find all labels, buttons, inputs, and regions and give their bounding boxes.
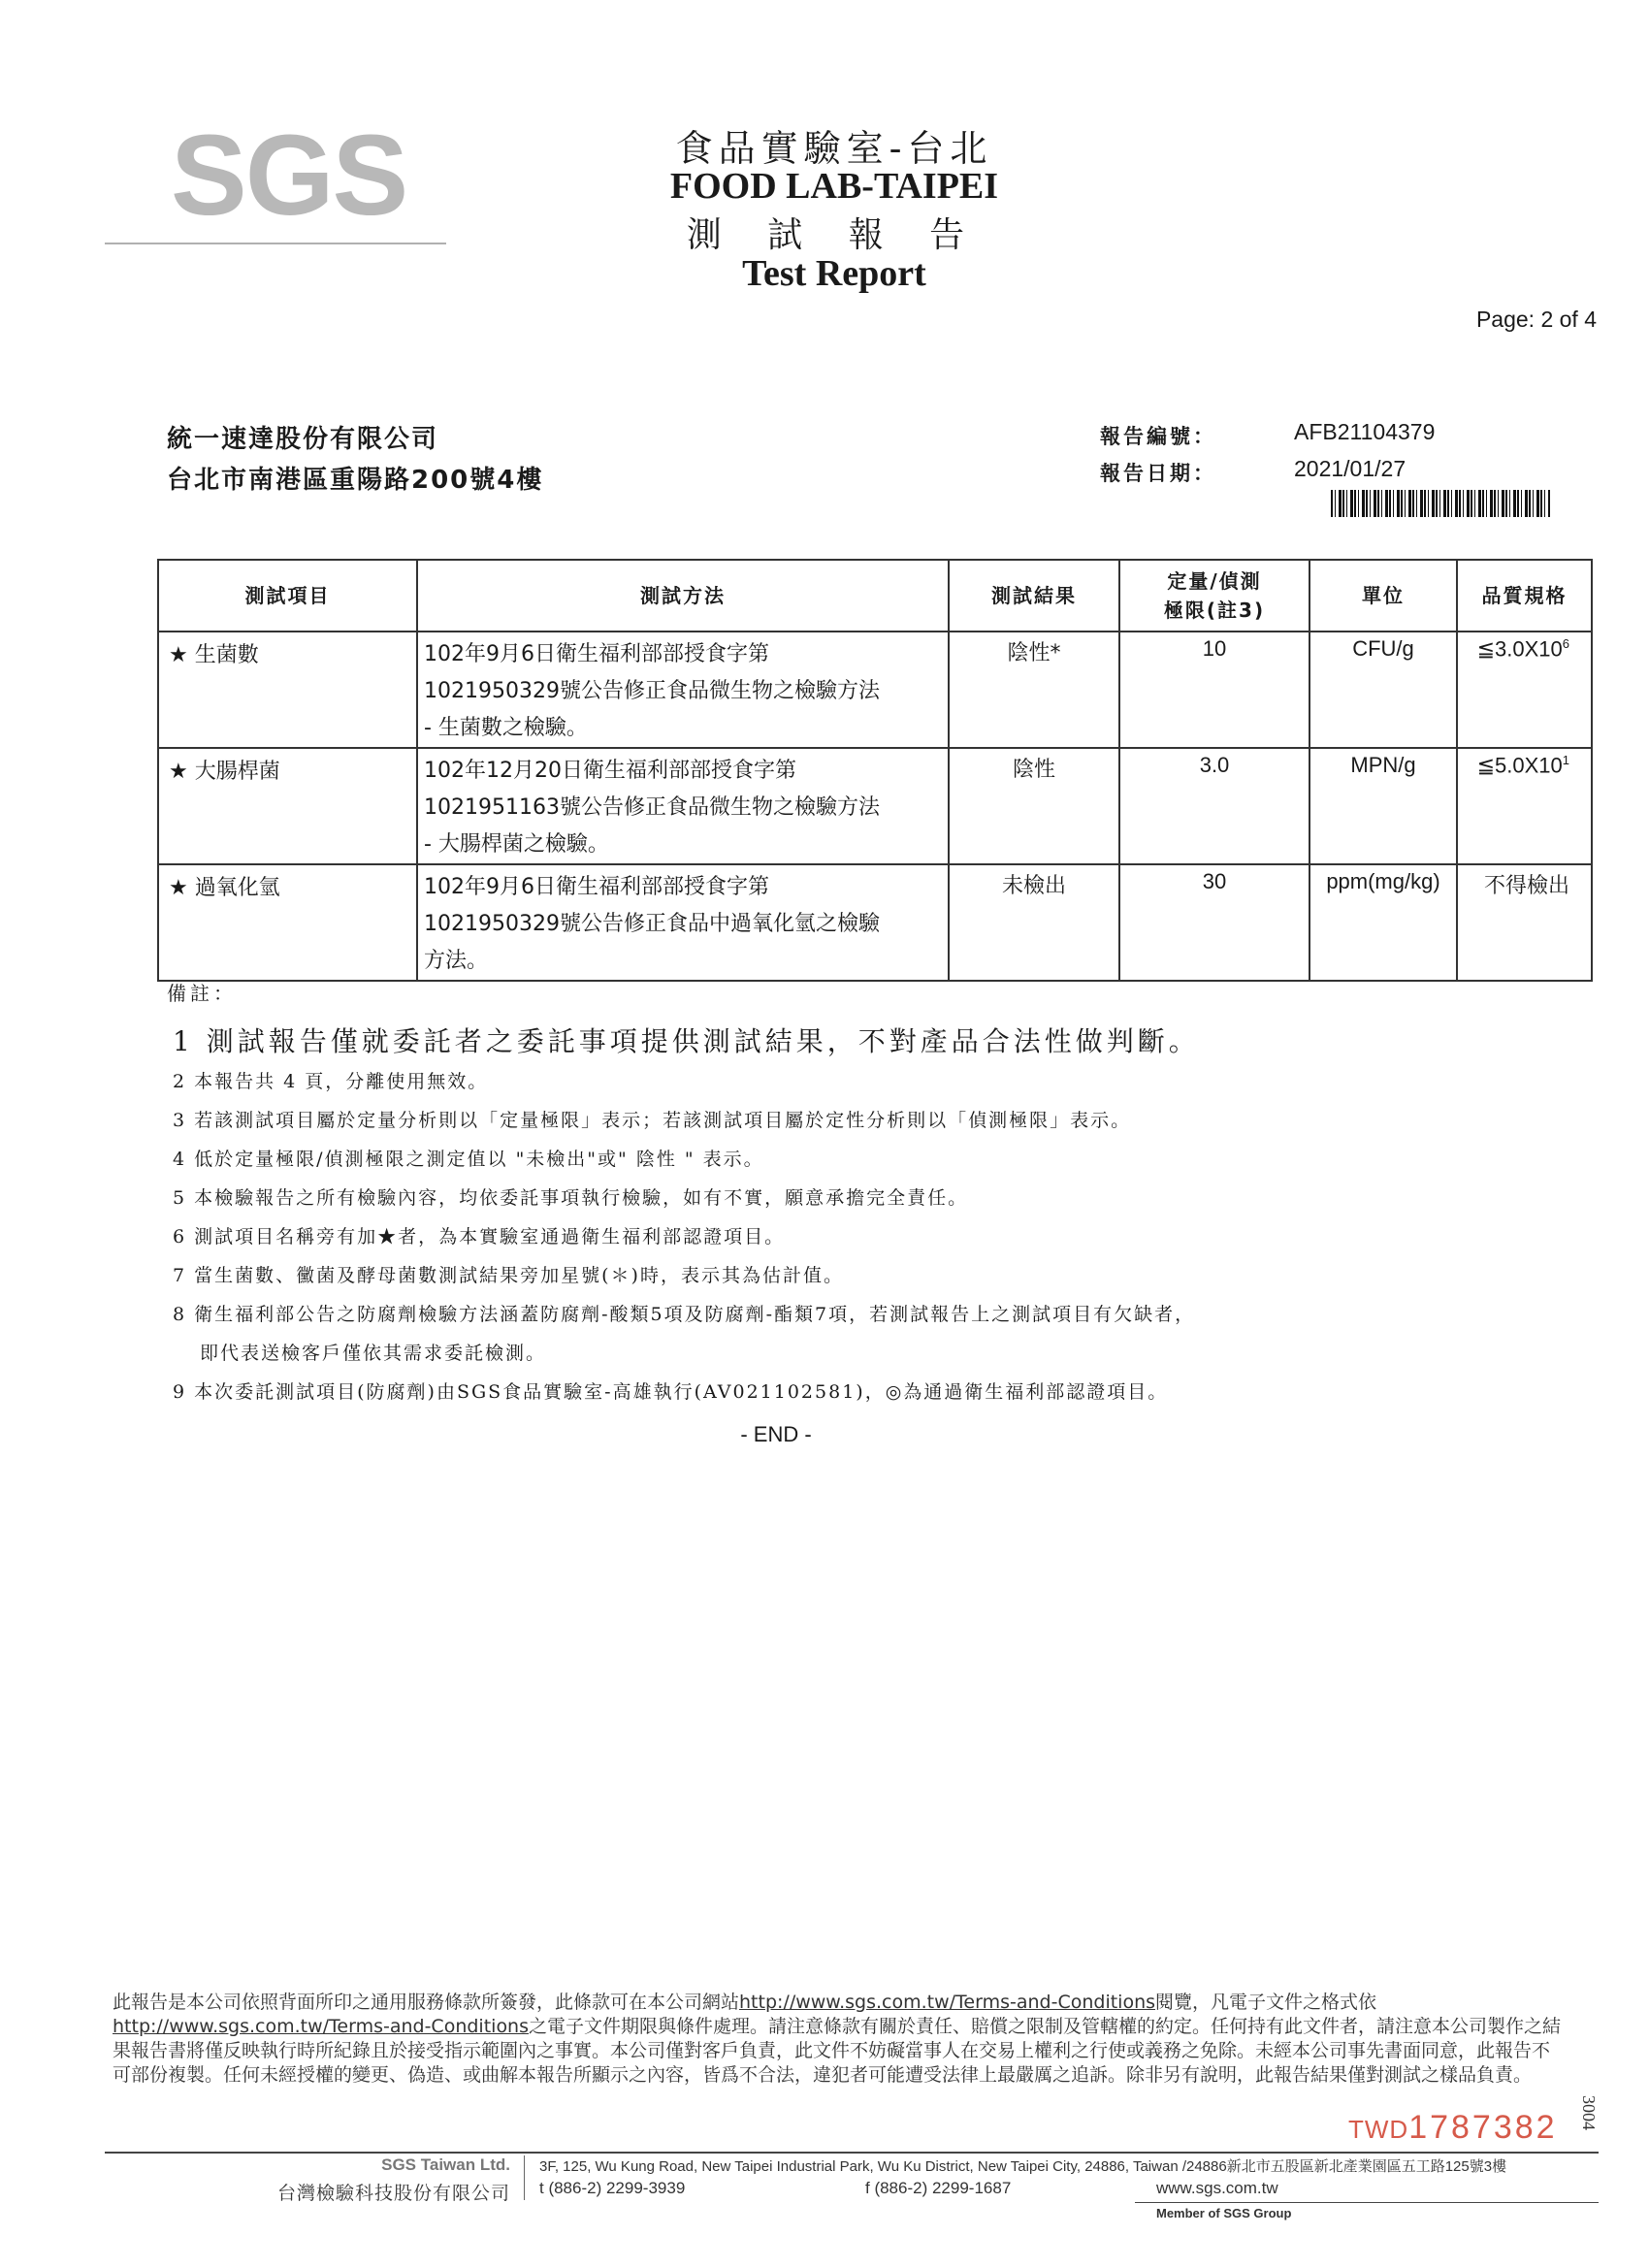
page-number: Page: 2 of 4 [1475, 307, 1597, 332]
barcode [1331, 490, 1550, 517]
header-limit [1119, 560, 1310, 632]
note-item: 2 本報告共 4 頁，分離使用無效。 [173, 1071, 489, 1092]
table-header-row [158, 560, 1592, 632]
spec-base: ≦3.0X10 [1476, 636, 1563, 662]
note-item: 7 當生菌數、黴菌及酵母菌數測試結果旁加星號(＊)時，表示其為估計值。 [173, 1265, 844, 1286]
report-date-label: 報告日期： [1100, 462, 1216, 485]
note-item: 8 衛生福利部公告之防腐劑檢驗方法涵蓋防腐劑-酸類5項及防腐劑-酯類7項，若測試報告上之測試項目有欠缺者， [173, 1304, 1196, 1325]
note-item: 9 本次委託測試項目(防腐劑)由SGS食品實驗室-高雄執行(AV021102581)，◎為通過衛生福利部認證項目。 [173, 1381, 1169, 1403]
row-item: ★ 大腸桿菌 [158, 748, 417, 864]
disclaimer-part: 此報告是本公司依照背面所印之通用服務條款所簽發，此條款可在本公司網站 [113, 1992, 740, 2013]
client-name: 統一速達股份有限公司 [167, 425, 439, 454]
footer-divider-short [1135, 2202, 1599, 2203]
header-unit: 單位 [1310, 560, 1457, 632]
footer-divider [105, 2152, 1599, 2154]
end-marker: - END - [740, 1422, 812, 1446]
note-item: 6 測試項目名稱旁有加★者，為本實驗室通過衛生福利部認證項目。 [173, 1226, 786, 1247]
row-unit: CFU/g [1310, 632, 1457, 748]
row-limit: 3.0 [1119, 748, 1310, 864]
sgs-logo: SGS [171, 112, 407, 240]
spec-exponent: 6 [1562, 636, 1569, 651]
header-limit-line1: 定量/偵測 [1167, 569, 1262, 593]
row-method [417, 748, 949, 864]
method-line: 1021951163號公告修正食品微生物之檢驗方法 [424, 795, 880, 820]
method-line: 方法。 [424, 949, 489, 973]
company-name-en: SGS Taiwan Ltd. [381, 2155, 510, 2174]
serial-prefix: TWD [1348, 2115, 1409, 2144]
client-block [167, 419, 543, 501]
header-spec: 品質規格 [1457, 560, 1592, 632]
method-line: 102年9月6日衛生福利部部授食字第 [424, 875, 769, 899]
table-row [158, 864, 1592, 981]
report-date: 2021/01/27 [1294, 456, 1406, 481]
report-title-en: Test Report [742, 253, 926, 294]
company-name-cn: 台灣檢驗科技股份有限公司 [276, 2183, 510, 2204]
disclaimer-part: 閱覽，凡電子文件之格式依 [1155, 1992, 1377, 2013]
header-method: 測試方法 [417, 560, 949, 632]
report-number: AFB21104379 [1294, 419, 1436, 444]
table-row [158, 632, 1592, 748]
row-spec [1457, 748, 1592, 864]
row-spec [1457, 864, 1592, 981]
disclaimer-part: 之電子文件期限與條件處理。請注意條款有關於責任、賠償之限制及管轄權的約定。任何持有此文件者，請注意本公司製作之結果報告書將僅反映執行時所紀錄且於接受指示範圍內之事實。本公司僅對客戶負責，此文件不妨礙當事人在交易上權利之行使或義務之免除。未經本公司事先書面同意，此報告不可部份複製。任何未經授權的變更、偽造、或曲解本報告所顯示之內容，皆爲不合法，違犯者可能遭受法律上最嚴厲之追訴。除非另有說明，此報告結果僅對測試之樣品負責。 [113, 2016, 1562, 2086]
row-result: 未檢出 [949, 864, 1119, 981]
terms-link[interactable]: http://www.sgs.com.tw/Terms-and-Conditions [739, 1992, 1156, 2013]
row-item: ★ 生菌數 [158, 632, 417, 748]
row-result: 陰性* [949, 632, 1119, 748]
lab-name-en: FOOD LAB-TAIPEI [669, 166, 999, 207]
row-limit: 10 [1119, 632, 1310, 748]
company-website[interactable]: www.sgs.com.tw [1156, 2179, 1278, 2197]
report-title-cn: 測 試 報 告 [686, 215, 983, 255]
table-row [158, 748, 1592, 864]
note-item: 3 若該測試項目屬於定量分析則以「定量極限」表示；若該測試項目屬於定性分析則以「偵測極限」表示。 [173, 1110, 1132, 1131]
serial-value: 1787382 [1408, 2109, 1558, 2146]
row-spec [1457, 632, 1592, 748]
company-phone: t (886-2) 2299-3939 [539, 2179, 686, 2197]
method-line: 102年12月20日衛生福利部部授食字第 [424, 759, 796, 783]
logo-underline [105, 243, 446, 244]
notes-heading: 備註： [167, 982, 237, 1005]
member-label: Member of SGS Group [1156, 2206, 1292, 2220]
spec-exponent: 1 [1562, 753, 1569, 767]
company-fax: f (886-2) 2299-1687 [865, 2179, 1012, 2197]
row-result: 陰性 [949, 748, 1119, 864]
method-line: 1021950329號公告修正食品中過氧化氫之檢驗 [424, 912, 880, 936]
method-line: 1021950329號公告修正食品微生物之檢驗方法 [424, 679, 880, 703]
company-address: 3F, 125, Wu Kung Road, New Taipei Industrial Park, Wu Ku District, New Taipei City, 24886, Taiwan /24886新北市五股區新北產業園區五工路125號3樓 [539, 2158, 1507, 2175]
method-line: 102年9月6日衛生福利部部授食字第 [424, 642, 769, 666]
row-item: ★ 過氧化氫 [158, 864, 417, 981]
results-table [157, 559, 1593, 982]
row-method [417, 632, 949, 748]
disclaimer [113, 1991, 1564, 2088]
note-item: 5 本檢驗報告之所有檢驗內容，均依委託事項執行檢驗，如有不實，願意承擔完全責任。 [173, 1187, 969, 1209]
row-method [417, 864, 949, 981]
note-item: 1 測試報告僅就委託者之委託事項提供測試結果，不對產品合法性做判斷。 [173, 1025, 1200, 1057]
side-code: 3004 [1579, 2095, 1599, 2130]
method-line: - 大腸桿菌之檢驗。 [424, 832, 609, 857]
terms-link[interactable]: http://www.sgs.com.tw/Terms-and-Conditions [113, 2016, 530, 2037]
header-result: 測試結果 [949, 560, 1119, 632]
client-address: 台北市南港區重陽路200號4樓 [167, 466, 544, 495]
spec-base: ≦5.0X10 [1476, 753, 1563, 778]
header-limit-line2: 極限(註3) [1163, 599, 1266, 622]
footer-separator [524, 2155, 525, 2200]
lab-name-cn: 食品實驗室-台北 [675, 127, 993, 170]
serial-number [1348, 2109, 1558, 2147]
row-limit: 30 [1119, 864, 1310, 981]
method-line: - 生菌數之檢驗。 [424, 716, 588, 740]
header-item: 測試項目 [158, 560, 417, 632]
row-unit: ppm(mg/kg) [1310, 864, 1457, 981]
note-item-continuation: 即代表送檢客戶僅依其需求委託檢測。 [200, 1343, 547, 1364]
spec-base: 不得檢出 [1483, 873, 1569, 897]
row-unit: MPN/g [1310, 748, 1457, 864]
note-item: 4 低於定量極限/偵測極限之測定值以 "未檢出"或" 陰性 " 表示。 [173, 1149, 764, 1170]
report-number-label: 報告編號： [1100, 425, 1216, 448]
